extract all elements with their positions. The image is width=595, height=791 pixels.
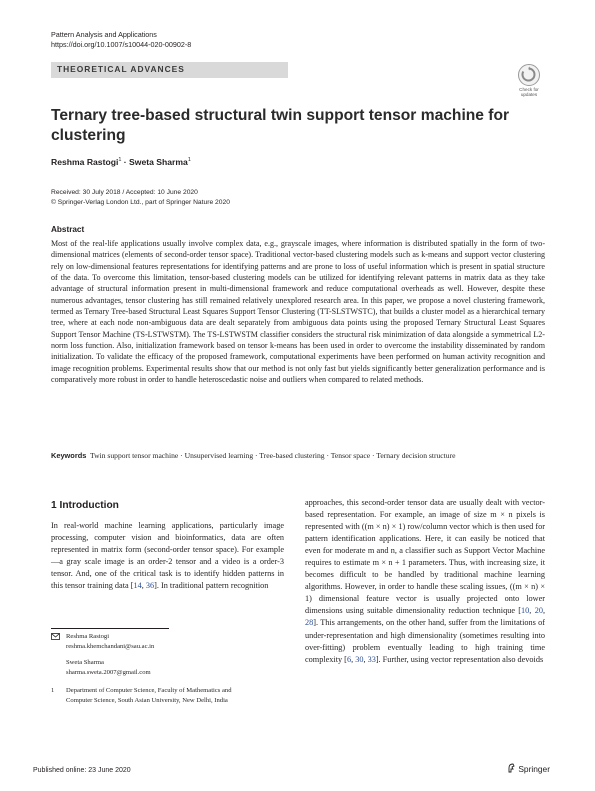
check-updates-line2: updates — [520, 92, 538, 97]
received-accepted: Received: 30 July 2018 / Accepted: 10 June 2020 — [51, 189, 198, 196]
abstract-text: Most of the real-life applications usually involve complex data, e.g., grayscale images, where information is distributed spatially in the form of two-dimensional matrices (elements of second-order tensor space). Traditional vector-based clustering models such as k-means and support vector clustering rely on low-dimensional features representations for identifying patterns and are prone to loss of useful information which is present in spatial structure of the data. To overcome this limitation, tensor-based clustering models can be utilized for identifying relevant patterns in matrix data as they take advantage of structural information present in multi-dimensional framework and reduce computational overheads as well. However, despite these numerous advantages, tensor clustering has still remained relatively unexplored research area. In this paper, we propose a novel clustering framework, termed as Ternary Tree-based Structural Least Squares Support Tensor Clustering (TT-SLSTWSTC), that builds a cluster model as a hierarchical ternary tree, where at each node non-ambiguous data are dealt separately from ambiguous data points using the proposed Ternary Structural Least Squares Support Tensor Machine (TS-LSTWSTM). The TS-LSTWSTM classifier considers the structural risk minimization of data alongside a symmetrical L2-norm loss function. Also, initialization framework based on tensor k-means has been used in order to overcome the instability disseminated by random initialization. To validate the efficacy of the proposed framework, computational experiments have been performed on human activity recognition and image recognition problems. Experimental results show that our method is not only fast but yields significantly better generalization performance and is comparatively more robust in order to handle heteroscedastic noise and outliers when compared to related methods. — [51, 239, 545, 385]
affiliation-text: Department of Computer Science, Faculty of Mathematics and Computer Science, South Asian University, New Delhi, India — [66, 687, 232, 704]
citation-link[interactable]: 28 — [305, 618, 314, 628]
check-updates-badge[interactable] — [514, 64, 544, 98]
keywords — [51, 450, 545, 461]
citation-link[interactable]: 6 — [346, 654, 352, 664]
copyright-line: © Springer-Verlag London Ltd., part of Springer Nature 2020 — [51, 198, 230, 206]
footnote-rule — [51, 628, 169, 629]
springer-logo — [507, 763, 550, 774]
second-author-email[interactable]: sharma.sweta.2007@gmail.com — [66, 668, 151, 676]
check-updates-line1: Check for — [519, 87, 539, 92]
corresponding-email[interactable]: reshma.khemchandani@sau.ac.in — [66, 642, 155, 650]
keywords-label: Keywords — [51, 451, 87, 460]
body-text: ]. This arrangements, on the other hand, suffer from the limitations of under-representation and high dimensionality (sometimes resulting into over-fitting) problem eventually leading to high training time complexity [ — [305, 618, 545, 664]
envelope-icon — [51, 633, 60, 644]
body-text: ]. In traditional pattern recognition — [154, 581, 269, 591]
citation-link[interactable]: 10 — [521, 606, 530, 616]
author-separator: · — [121, 157, 130, 167]
corresponding-author — [66, 632, 236, 677]
corresponding-name: Reshma Rastogi — [66, 633, 110, 640]
springer-horse-icon — [507, 764, 518, 774]
journal-header — [51, 30, 191, 50]
second-author-name: Sweta Sharma — [66, 659, 104, 666]
citation-link[interactable]: 36 — [145, 581, 155, 591]
published-online: Published online: 23 June 2020 — [33, 767, 131, 774]
section-heading: 1 Introduction — [51, 500, 119, 511]
affiliation-marker: 1 — [118, 157, 122, 164]
citation-link[interactable]: 33 — [367, 654, 376, 664]
body-text: approaches, this second-order tensor data are usually dealt with vector-based representation. For example, an image of size m × n pixels is represented with ((m × n) × 1) row/column vector which is then used for pattern identification applications. Here, it can easily be noticed that even for moderate m and n, a classifier such as Support Vector Machine requires to estimate m × n + 1 parameters. Thus, with increasing size, it becomes difficult to be handled by traditional machine learning algorithms. However, in order to handle these scaling issues, ((m × n) × 1) dimensional feature vector is usually projected onto lower dimensions using suitable dimensionality reduction technique [ — [305, 498, 545, 616]
affiliation-marker: 1 — [187, 157, 191, 164]
body-text: ]. Further, using vector representation also devoids — [375, 654, 544, 664]
citation-link[interactable]: 20 — [534, 606, 543, 616]
citation-link[interactable]: 30 — [355, 654, 364, 664]
article-title: Ternary tree-based structural twin support tensor machine for clustering — [51, 107, 510, 144]
publisher-name: Springer — [518, 764, 550, 774]
citation-link[interactable]: 14 — [133, 581, 142, 591]
check-updates-icon — [518, 64, 540, 86]
author-line — [51, 157, 191, 167]
section-label: THEORETICAL ADVANCES — [57, 64, 185, 74]
intro-left-column: In real-world machine learning applications, particularly image processing, computer vision and bioinformatics, data are often represented in matrix form (second-order tensor space). For example—a gray scale image is an order-2 tensor and a video is a order-3 tensor. And, one of the critical task is to identify hidden patterns in this tensor training data [14, 36]. In traditional pattern recognition — [51, 521, 284, 591]
author-name[interactable]: Reshma Rastogi — [51, 157, 119, 167]
intro-right-column: approaches, this second-order tensor data are usually dealt with vector-based representation. For example, an image of size m × n pixels is represented with ((m × n) × 1) row/column vector which is then used for pattern identification applications. Here, it can easily be noticed that even for moderate m and n, a classifier such as Support Vector Machine requires to estimate m × n + 1 parameters. Thus, with increasing size, it becomes difficult to be handled by traditional machine learning algorithms. However, in order to handle these scaling issues, ((m × n) × 1) dimensional feature vector is usually projected onto lower dimensions using suitable dimensionality reduction technique [10, 20, 28]. This arrangements, on the other hand, suffer from the limitations of under-representation and high dimensionality (sometimes resulting into over-fitting) problem eventually leading to high training time complexity [6, 30, 33]. Further, using vector representation also devoids — [305, 498, 545, 664]
article-dates — [51, 188, 230, 207]
doi-link[interactable]: https://doi.org/10.1007/s10044-020-00902-8 — [51, 40, 192, 49]
keywords-list: Twin support tensor machine · Unsupervised learning · Tree-based clustering · Tensor space · Ternary decision structure — [90, 451, 456, 460]
abstract-heading: Abstract — [51, 225, 85, 234]
affiliation-number: 1 — [51, 687, 55, 694]
author-name[interactable]: Sweta Sharma — [129, 157, 188, 167]
body-text: In real-world machine learning applications, particularly image processing, computer vision and bioinformatics, data are often represented in matrix form (second-order tensor space). For example—a gray scale image is an order-2 tensor and a video is a order-3 tensor. And, one of the critical task is to identify hidden patterns in this tensor training data [ — [51, 521, 284, 591]
journal-name: Pattern Analysis and Applications — [51, 30, 157, 39]
